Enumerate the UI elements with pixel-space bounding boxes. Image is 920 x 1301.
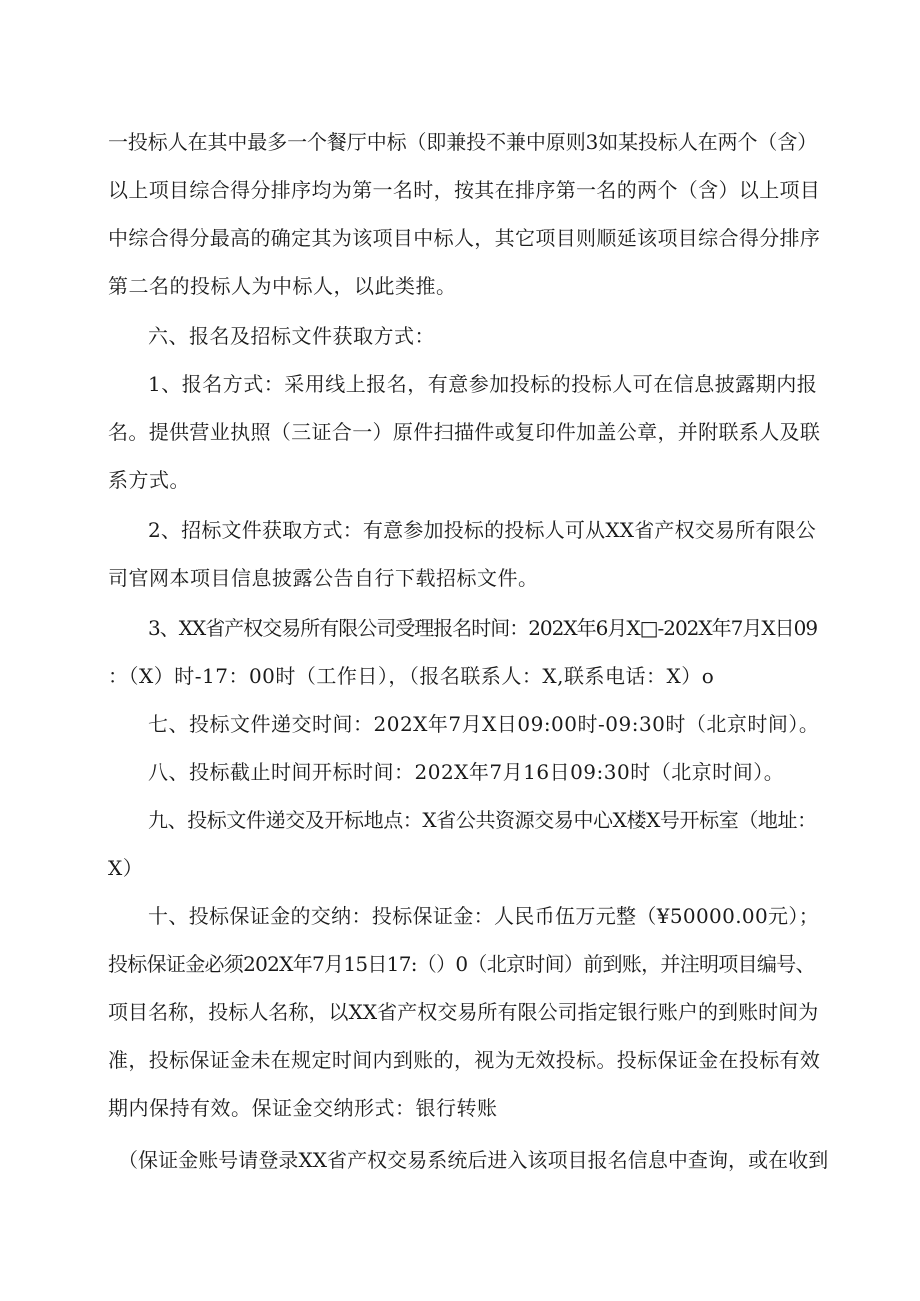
- text-line: 2、招标文件获取方式：有意参加投标的投标人可从XX省产权交易所有限公: [148, 518, 817, 542]
- text-line: 名。提供营业执照（三证合一）原件扫描件或复印件加盖公章，并附联系人及联: [108, 420, 821, 444]
- text-line: 系方式。: [108, 468, 190, 492]
- text-line: 第二名的投标人为中标人，以此类推。: [108, 274, 457, 298]
- paragraph-bid-rule: [108, 118, 820, 310]
- text-line: X）: [108, 856, 144, 880]
- text-line: 司官网本项目信息披露公告自行下载招标文件。: [108, 566, 539, 590]
- section-heading-text: 六、报名及招标文件获取方式：: [148, 324, 435, 348]
- text-line: （保证金账号请登录XX省产权交易系统后进入该项目报名信息中查询，或在收到: [118, 1148, 829, 1172]
- paragraph-document-acquisition: [108, 506, 820, 602]
- text-line: 八、投标截止时间开标时间：202X年7月16日09:30时（北京时间）。: [148, 760, 785, 784]
- text-line: 九、投标文件递交及开标地点：X省公共资源交易中心X楼X号开标室（地址：: [148, 808, 817, 832]
- paragraph-registration-time: [108, 604, 820, 700]
- section-bid-bond: [108, 892, 820, 1132]
- section-submission-time: [108, 700, 820, 748]
- section-bid-location: [108, 796, 820, 892]
- text-line: 中综合得分最高的确定其为该项目中标人，其它项目则顺延该项目综合得分排序: [108, 226, 821, 250]
- text-line: 准，投标保证金未在规定时间内到账的，视为无效投标。投标保证金在投标有效: [108, 1048, 821, 1072]
- paragraph-bond-account-note: [118, 1136, 830, 1184]
- text-line: 项目名称，投标人名称，以XX省产权交易所有限公司指定银行账户的到账时间为: [108, 1000, 819, 1024]
- paragraph-registration-method: [108, 360, 820, 504]
- text-line: 七、投标文件递交时间：202X年7月X日09:00时-09:30时（北京时间）。: [148, 712, 820, 736]
- text-line: 1、报名方式：采用线上报名，有意参加投标的投标人可在信息披露期内报: [148, 372, 818, 396]
- text-line: 以上项目综合得分排序均为第一名时，按其在排序第一名的两个（含）以上项目: [108, 178, 821, 202]
- section-heading-registration: [108, 312, 820, 360]
- text-line: 一投标人在其中最多一个餐厅中标（即兼投不兼中原则3如某投标人在两个（含）: [108, 130, 818, 154]
- text-line: 期内保持有效。保证金交纳形式：银行转账: [108, 1096, 498, 1120]
- section-bid-deadline: [108, 748, 820, 796]
- text-line: 十、投标保证金的交纳：投标保证金：人民币伍万元整（¥50000.00元）；: [148, 904, 820, 928]
- text-line: 3、XX省产权交易所有限公司受理报名时间：202X年6月X□-202X年7月X日09: [148, 616, 818, 640]
- text-line: 投标保证金必须202X年7月15日17:（）0（北京时间）前到账，并注明项目编号、: [108, 952, 815, 976]
- text-line: ：（X）时-17：00时（工作日），（报名联系人：X,联系电话：X）o: [108, 664, 715, 688]
